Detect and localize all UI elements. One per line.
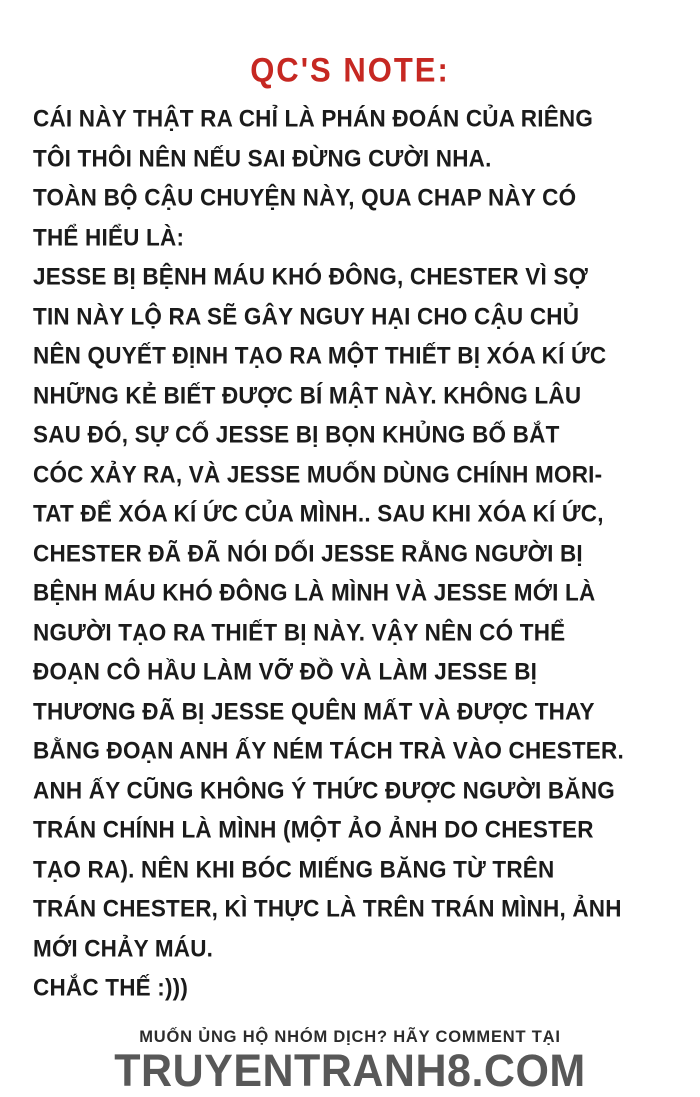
note-line: BẰNG ĐOẠN ANH ẤY NÉM TÁCH TRÀ VÀO CHESTER. [33,736,624,764]
note-line: CHESTER ĐÃ ĐÃ NÓI DỐI JESSE RẰNG NGƯỜI BỊ [33,539,583,567]
support-credit-line: MUỐN ỦNG HỘ NHÓM DỊCH? HÃY COMMENT TẠI [139,1028,561,1046]
note-line: ANH ẤY CŨNG KHÔNG Ý THỨC ĐƯỢC NGƯỜI BĂNG [33,776,615,804]
note-line: CÓC XẢY RA, VÀ JESSE MUỐN DÙNG CHÍNH MORI- [33,460,603,488]
note-line: MỚI CHẢY MÁU. [33,934,214,962]
note-body [33,99,680,1008]
note-line: SAU ĐÓ, SỰ CỐ JESSE BỊ BỌN KHỦNG BỐ BẮT [33,420,560,448]
note-line: ĐOẠN CÔ HẦU LÀM VỠ ĐỒ VÀ LÀM JESSE BỊ [33,657,538,685]
note-line: TIN NÀY LỘ RA SẼ GÂY NGUY HẠI CHO CẬU CHỦ [33,302,580,330]
note-line: TAT ĐỂ XÓA KÍ ỨC CỦA MÌNH.. SAU KHI XÓA KÍ ỨC, [33,499,604,527]
note-line: CÁI NÀY THẬT RA CHỈ LÀ PHÁN ĐOÁN CỦA RIÊNG [33,104,594,132]
note-line: THỂ HIỂU LÀ: [33,223,185,251]
note-line: TOÀN BỘ CẬU CHUYỆN NÀY, QUA CHAP NÀY CÓ [33,183,577,211]
note-line: NGƯỜI TẠO RA THIẾT BỊ NÀY. VẬY NÊN CÓ THỂ [33,618,566,646]
page-title: QC'S NOTE: [250,50,450,90]
note-line: TRÁN CHESTER, KÌ THỰC LÀ TRÊN TRÁN MÌNH, ẢNH [33,894,622,922]
note-line: CHẮC THẾ :))) [33,973,189,1001]
note-line: THƯƠNG ĐÃ BỊ JESSE QUÊN MẤT VÀ ĐƯỢC THAY [33,697,595,725]
note-line: NÊN QUYẾT ĐỊNH TẠO RA MỘT THIẾT BỊ XÓA KÍ ỨC [33,341,607,369]
site-name: TRUYENTRANH8.COM [114,1046,586,1097]
note-line: JESSE BỊ BỆNH MÁU KHÓ ĐÔNG, CHESTER VÌ SỢ [33,262,588,290]
note-line: BỆNH MÁU KHÓ ĐÔNG LÀ MÌNH VÀ JESSE MỚI LÀ [33,578,596,606]
note-line: NHỮNG KẺ BIẾT ĐƯỢC BÍ MẬT NÀY. KHÔNG LÂU [33,381,582,409]
note-line: TÔI THÔI NÊN NẾU SAI ĐỪNG CƯỜI NHA. [33,144,492,172]
note-line: TRÁN CHÍNH LÀ MÌNH (MỘT ẢO ẢNH DO CHESTER [33,815,594,843]
note-line: TẠO RA). NÊN KHI BÓC MIẾNG BĂNG TỪ TRÊN [33,855,555,883]
